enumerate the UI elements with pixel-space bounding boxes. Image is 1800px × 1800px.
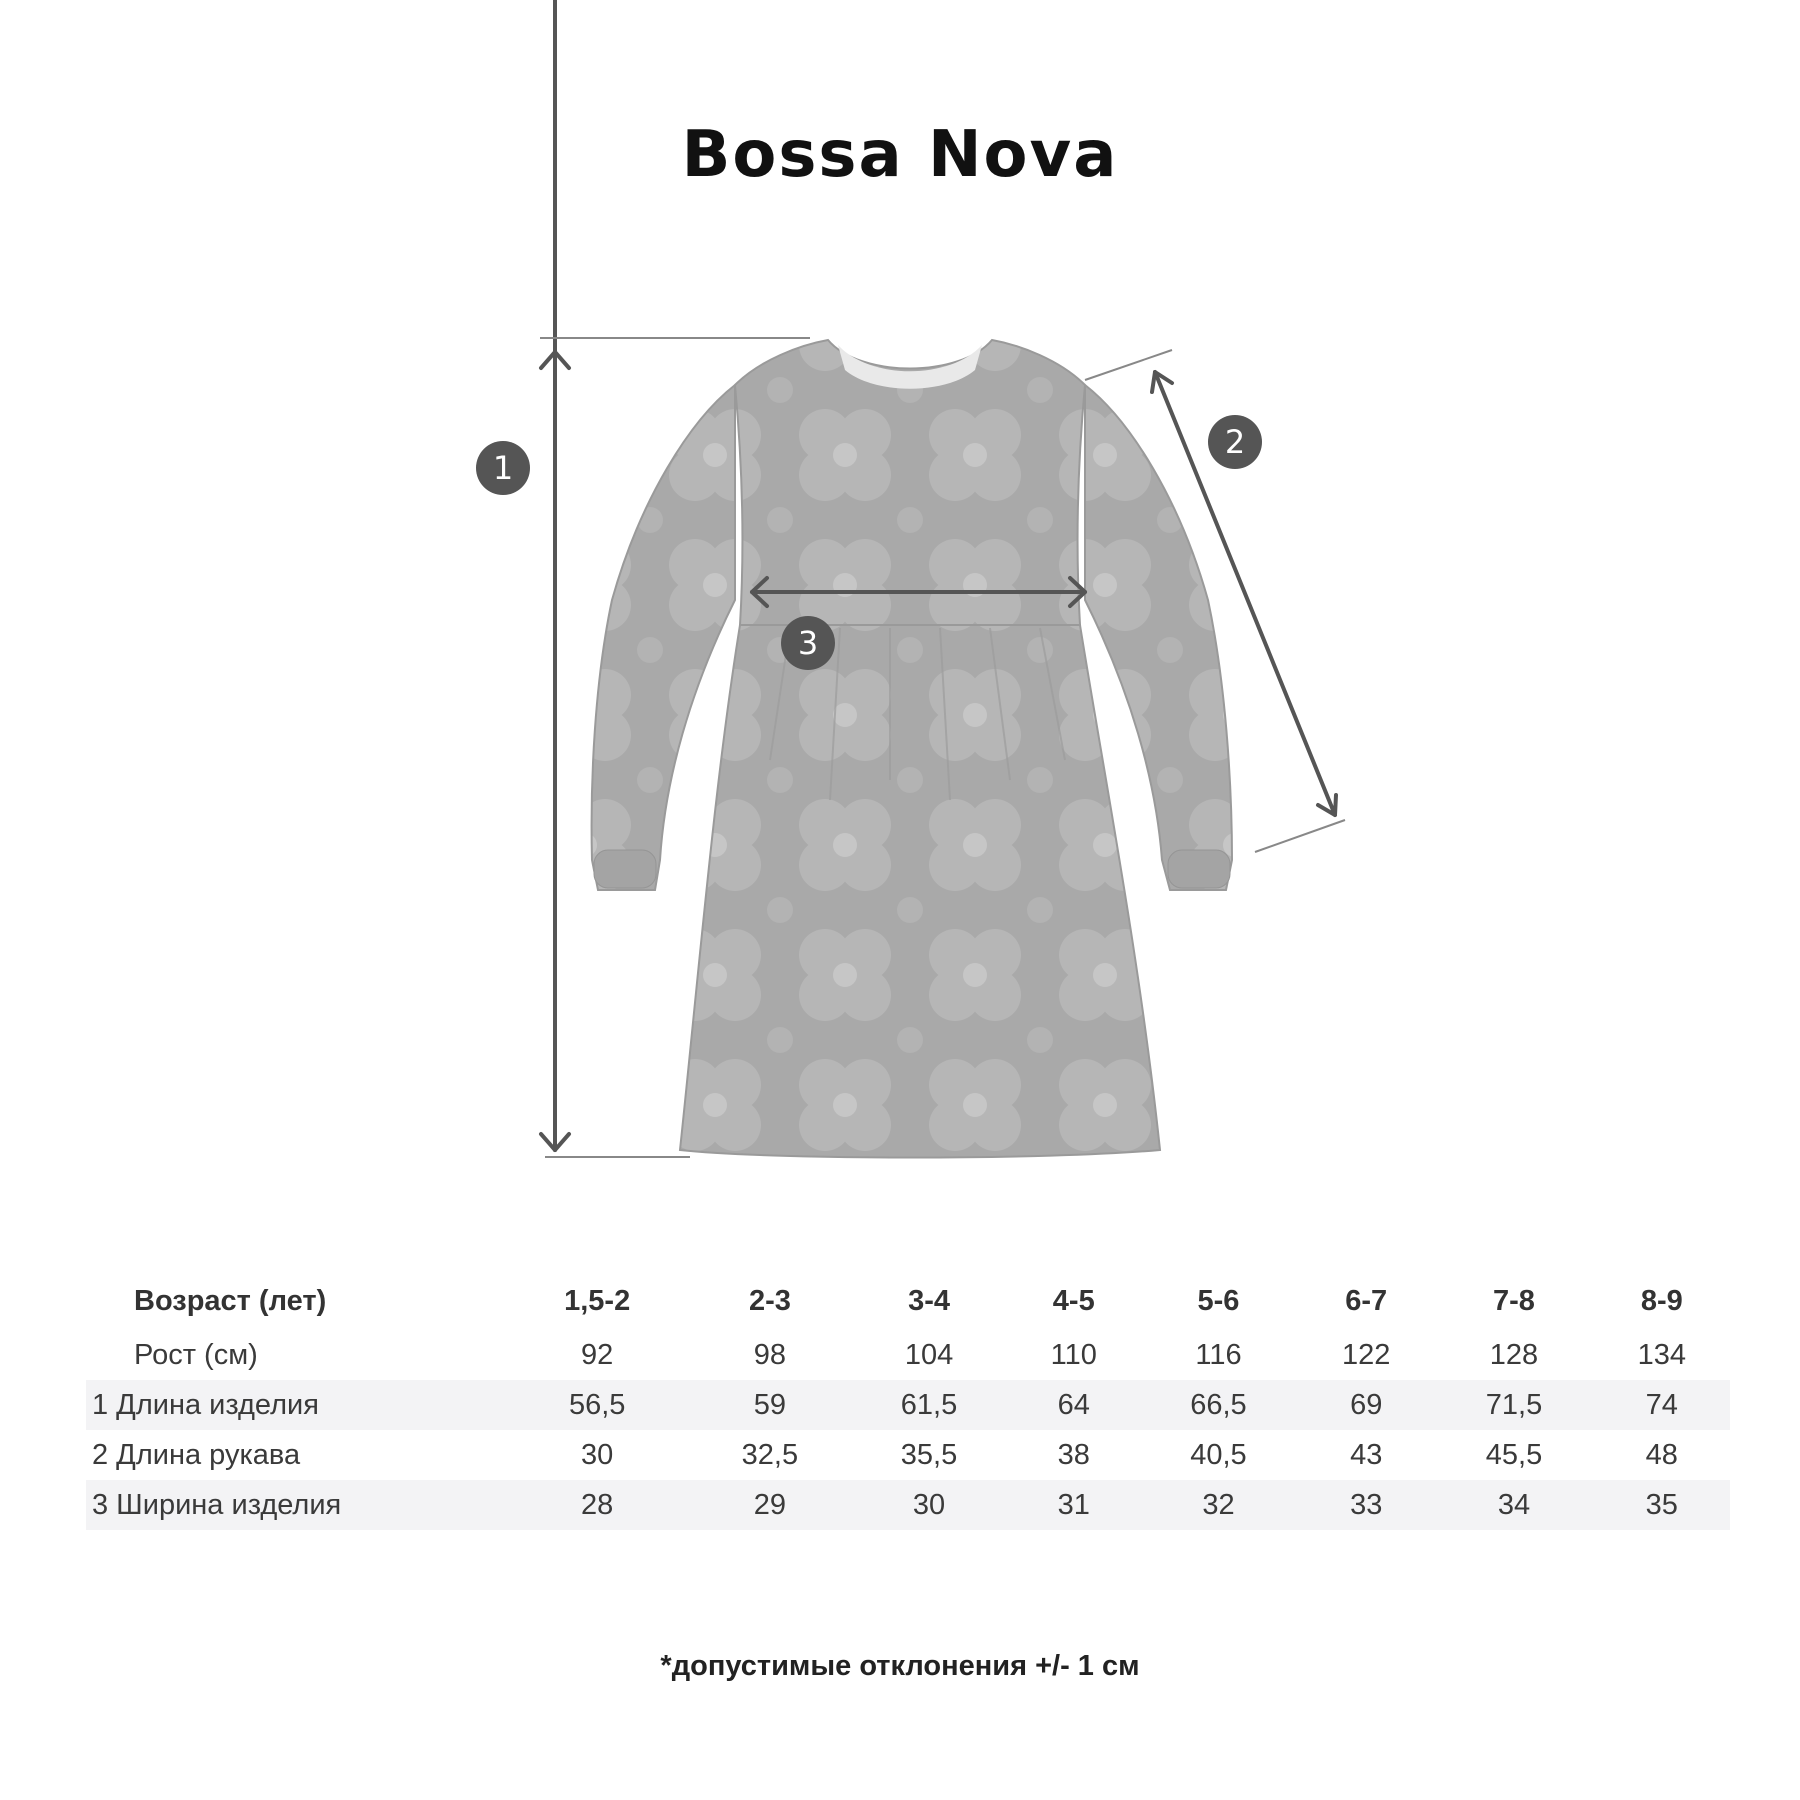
age-cell: 3-4 (908, 1284, 950, 1317)
table-cell: 31 (1009, 1480, 1139, 1530)
skirt (680, 625, 1160, 1158)
table-cell: 38 (1057, 1438, 1090, 1471)
table-cell: 33 (1298, 1480, 1434, 1530)
table-cell: 74 (1594, 1380, 1730, 1430)
table-cell: 35,5 (900, 1438, 958, 1471)
table-cell: 30 (581, 1438, 614, 1471)
age-cell: 6-7 (1345, 1284, 1388, 1317)
table-cell: 29 (690, 1480, 849, 1530)
age-cell: 1,5-2 (564, 1284, 631, 1317)
row-label: 2 Длина рукава (92, 1438, 301, 1471)
table-cell: 122 (1342, 1338, 1391, 1371)
table-cell: 128 (1489, 1338, 1539, 1371)
table-row (86, 1480, 1730, 1530)
age-cell: 8-9 (1640, 1284, 1683, 1317)
table-cell: 32 (1139, 1480, 1298, 1530)
age-cell: 2-3 (748, 1284, 791, 1317)
age-label: Возраст (лет) (134, 1284, 327, 1317)
row-label: 1 Длина изделия (86, 1380, 504, 1430)
age-cell: 5-6 (1197, 1284, 1240, 1317)
age-cell: 4-5 (1052, 1284, 1095, 1317)
table-row (86, 1330, 1730, 1380)
table-cell: 32,5 (741, 1438, 799, 1471)
table-cell: 45,5 (1485, 1438, 1543, 1471)
table-cell: 30 (849, 1480, 1008, 1530)
left-sleeve (592, 385, 735, 890)
table-cell: 66,5 (1139, 1380, 1298, 1430)
table-cell: 56,5 (504, 1380, 690, 1430)
table-cell: 61,5 (849, 1380, 1008, 1430)
table-cell: 104 (904, 1338, 954, 1371)
table-cell: 134 (1637, 1338, 1686, 1371)
table-cell: 69 (1298, 1380, 1434, 1430)
marker-1: 1 (476, 441, 530, 495)
row-label: 3 Ширина изделия (86, 1480, 504, 1530)
table-cell: 48 (1645, 1438, 1678, 1471)
row-label: Рост (см) (134, 1338, 258, 1371)
table-cell: 110 (1050, 1338, 1097, 1371)
table-row (86, 1430, 1730, 1480)
table-cell: 64 (1009, 1380, 1139, 1430)
table-row (86, 1380, 1730, 1430)
table-cell: 40,5 (1190, 1438, 1247, 1471)
age-cell: 7-8 (1493, 1284, 1535, 1317)
tolerance-note: *допустимые отклонения +/- 1 см (660, 1650, 1140, 1682)
table-cell: 59 (690, 1380, 849, 1430)
brand-title: Bossa Nova (681, 118, 1119, 192)
table-cell: 35 (1594, 1480, 1730, 1530)
table-cell: 92 (581, 1338, 614, 1371)
table-cell: 34 (1434, 1480, 1593, 1530)
marker-2: 2 (1208, 415, 1262, 469)
table-cell: 116 (1195, 1338, 1242, 1371)
table-cell: 98 (753, 1338, 787, 1371)
table-header-row (86, 1272, 1730, 1330)
table-cell: 43 (1350, 1438, 1383, 1471)
table-cell: 28 (504, 1480, 690, 1530)
size-chart-table (86, 1272, 1730, 1530)
marker-3: 3 (781, 616, 835, 670)
table-cell: 71,5 (1434, 1380, 1593, 1430)
